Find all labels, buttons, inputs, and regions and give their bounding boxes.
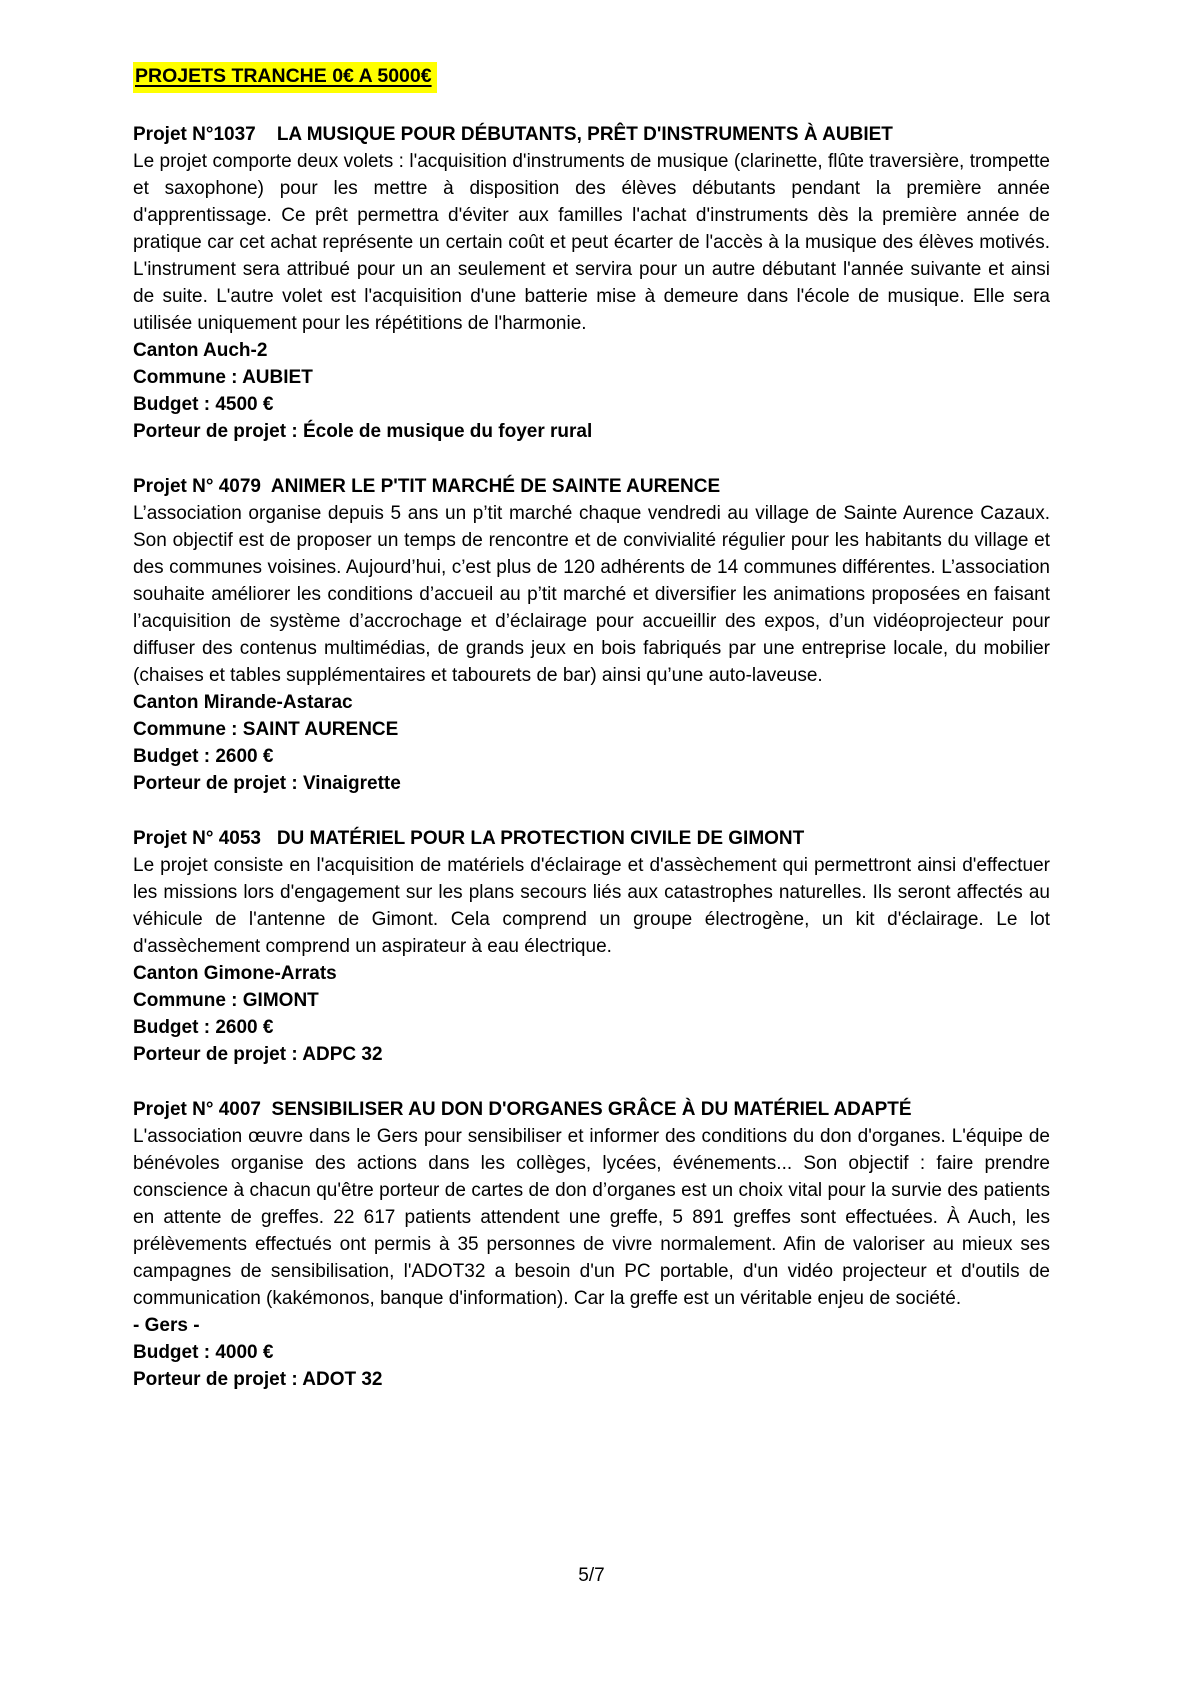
project-commune: Commune : GIMONT bbox=[133, 990, 319, 1011]
project-title: Projet N° 4007 SENSIBILISER AU DON D'ORGANES GRÂCE À DU MATÉRIEL ADAPTÉ bbox=[133, 1099, 912, 1120]
project-canton: Canton Gimone-Arrats bbox=[133, 963, 337, 984]
project-section-4053 bbox=[133, 825, 1050, 1068]
project-description: Le projet consiste en l'acquisition de matériels d'éclairage et d'assèchement qui permettront ainsi d'effectuer les missions lors d'engagement sur les plans secours liés aux catastrophes naturelles. Ils seront affectés au véhicule de l'antenne de Gimont. Cela comprend un groupe électrogène, un kit d'éclairage. Le lot d'assèchement comprend un aspirateur à eau électrique. bbox=[133, 855, 1050, 957]
project-section-4007 bbox=[133, 1096, 1050, 1393]
project-budget: Budget : 4000 € bbox=[133, 1342, 274, 1363]
project-porteur: Porteur de projet : École de musique du foyer rural bbox=[133, 421, 593, 442]
project-canton: - Gers - bbox=[133, 1315, 200, 1336]
project-description: L'association œuvre dans le Gers pour sensibiliser et informer des conditions du don d'organes. L'équipe de bénévoles organise des actions dans les collèges, lycées, événements... Son objectif : faire prendre conscience à chacun qu'être porteur de cartes de don d’organes est un choix vital pour la survie des patients en attente de greffes. 22 617 patients attendent une greffe, 5 891 greffes sont effectuées. À Auch, les prélèvements effectués ont permis à 35 personnes de vivre normalement. Afin de valoriser au mieux ses campagnes de sensibilisation, l'ADOT32 a besoin d'un PC portable, d'un vidéo projecteur et d'outils de communication (kakémonos, banque d'information). Car la greffe est un véritable enjeu de société. bbox=[133, 1126, 1050, 1309]
document-header bbox=[133, 62, 1050, 93]
project-canton: Canton Mirande-Astarac bbox=[133, 692, 353, 713]
project-section-4079 bbox=[133, 473, 1050, 797]
project-description: Le projet comporte deux volets : l'acquisition d'instruments de musique (clarinette, flûte traversière, trompette et saxophone) pour les mettre à disposition des élèves débutants pendant la première année d'apprentissage. Ce prêt permettra d'éviter aux familles l'achat d'instruments dès la première année de pratique car cet achat représente un certain coût et peut écarter de l'accès à la musique des élèves motivés. L'instrument sera attribué pour un an seulement et servira pour un autre débutant l'année suivante et ainsi de suite. L'autre volet est l'acquisition d'une batterie mise à demeure dans l'école de musique. Elle sera utilisée uniquement pour les répétitions de l'harmonie. bbox=[133, 151, 1050, 334]
project-commune: Commune : AUBIET bbox=[133, 367, 313, 388]
project-porteur: Porteur de projet : ADOT 32 bbox=[133, 1369, 383, 1390]
project-title: Projet N° 4053 DU MATÉRIEL POUR LA PROTECTION CIVILE DE GIMONT bbox=[133, 828, 805, 849]
project-title: Projet N° 4079 ANIMER LE P'TIT MARCHÉ DE SAINTE AURENCE bbox=[133, 476, 721, 497]
project-porteur: Porteur de projet : ADPC 32 bbox=[133, 1044, 383, 1065]
project-canton: Canton Auch-2 bbox=[133, 340, 268, 361]
project-description: L’association organise depuis 5 ans un p’tit marché chaque vendredi au village de Sainte Aurence Cazaux. Son objectif est de proposer un temps de rencontre et de convivialité régulier pour les habitants du village et des communes voisines. Aujourd’hui, c’est plus de 120 adhérents de 14 communes différentes. L’association souhaite améliorer les conditions d’accueil au p’tit marché et diversifier les animations proposées en faisant l’acquisition de système d’accrochage et d’éclairage pour accueillir des expos, d’un vidéoprojecteur pour diffuser des contenus multimédias, de grands jeux en bois fabriqués par une entreprise locale, du mobilier (chaises et tables supplémentaires et tabourets de bar) ainsi qu’une auto-laveuse. bbox=[133, 503, 1050, 686]
page-number: 5/7 bbox=[578, 1565, 605, 1586]
project-budget: Budget : 2600 € bbox=[133, 1017, 274, 1038]
project-porteur: Porteur de projet : Vinaigrette bbox=[133, 773, 401, 794]
project-commune: Commune : SAINT AURENCE bbox=[133, 719, 399, 740]
page-content bbox=[133, 62, 1050, 1393]
project-section-1037 bbox=[133, 121, 1050, 445]
project-budget: Budget : 4500 € bbox=[133, 394, 274, 415]
tranche-heading: PROJETS TRANCHE 0€ A 5000€ bbox=[133, 62, 437, 93]
project-budget: Budget : 2600 € bbox=[133, 746, 274, 767]
project-title: Projet N°1037 LA MUSIQUE POUR DÉBUTANTS, PRÊT D'INSTRUMENTS À AUBIET bbox=[133, 124, 893, 145]
